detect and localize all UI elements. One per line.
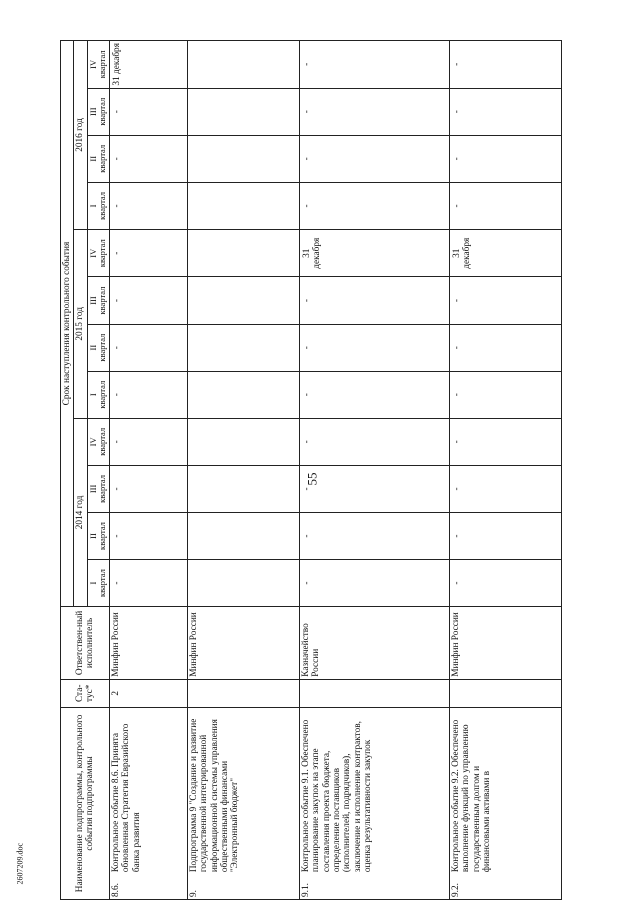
deadline-cell — [187, 41, 299, 89]
deadline-cell: - — [299, 88, 449, 135]
deadline-cell: - — [109, 88, 187, 135]
quarter-word: квартал — [97, 144, 108, 173]
deadline-cell: - — [299, 135, 449, 182]
deadline-cell: - — [109, 324, 187, 371]
control-events-table — [60, 40, 562, 900]
quarter-word: квартал — [97, 191, 108, 220]
deadline-cell: - — [109, 371, 187, 418]
quarter-number: II — [87, 533, 98, 539]
row-number: 9.2. — [449, 874, 561, 899]
quarter-number: III — [87, 484, 98, 494]
quarter-number: I — [87, 393, 98, 397]
header-quarter — [87, 182, 109, 229]
quarter-number: III — [87, 296, 98, 305]
header-quarter — [87, 465, 109, 512]
header-quarter — [87, 512, 109, 559]
status-cell: 2 — [109, 679, 187, 707]
deadline-cell — [187, 277, 299, 324]
table-row — [449, 41, 561, 900]
header-year: 2015 год — [74, 229, 87, 418]
header-quarter — [87, 229, 109, 277]
deadline-cell — [187, 560, 299, 607]
quarter-number: II — [87, 155, 98, 162]
deadline-cell — [187, 182, 299, 229]
deadline-cell: - — [109, 560, 187, 607]
header-quarter — [87, 88, 109, 135]
executor-cell: Казначейство России — [299, 607, 449, 680]
header-deadline: Срок наступления контрольного события — [61, 41, 74, 607]
deadline-cell: - — [109, 465, 187, 512]
quarter-word: квартал — [97, 97, 108, 126]
executor-cell: Минфин России — [109, 607, 187, 680]
quarter-number: II — [87, 344, 98, 351]
header-year: 2016 год — [74, 41, 87, 230]
deadline-cell: - — [449, 135, 561, 182]
table-row — [109, 41, 187, 900]
deadline-cell: - — [449, 371, 561, 418]
deadline-cell: - — [299, 560, 449, 607]
deadline-cell — [187, 512, 299, 559]
deadline-cell: - — [299, 182, 449, 229]
table-row — [187, 41, 299, 900]
quarter-word: квартал — [97, 522, 108, 550]
header-quarter — [87, 41, 109, 89]
deadline-cell — [187, 324, 299, 371]
status-cell — [187, 679, 299, 707]
deadline-cell — [187, 465, 299, 512]
executor-cell: Минфин России — [187, 607, 299, 680]
quarter-word: квартал — [97, 427, 108, 456]
header-quarter — [87, 324, 109, 371]
header-status: Ста-тус* — [61, 679, 110, 707]
deadline-cell: 31 декабря — [449, 229, 561, 277]
header-quarter — [87, 418, 109, 465]
row-number: 8.6. — [109, 874, 187, 899]
quarter-number: IV — [87, 437, 98, 447]
deadline-cell: - — [449, 560, 561, 607]
deadline-cell: - — [299, 277, 449, 324]
quarter-number: III — [87, 107, 98, 116]
event-name: Контрольное событие 9.2. Обеспечено выполнение функций по управлению государственным долгом и финансовыми активами в — [449, 707, 561, 874]
table-row — [299, 41, 449, 900]
quarter-word: квартал — [97, 380, 108, 409]
quarter-number: I — [87, 581, 98, 585]
header-executor: Ответствен-ный исполнитель — [61, 607, 110, 680]
deadline-cell: - — [299, 41, 449, 89]
deadline-cell: - — [449, 512, 561, 559]
quarter-word: квартал — [97, 474, 108, 503]
row-number: 9. — [187, 874, 299, 899]
deadline-cell: - — [299, 465, 449, 512]
quarter-number: I — [87, 204, 98, 208]
header-quarter — [87, 371, 109, 418]
deadline-cell — [187, 371, 299, 418]
deadline-cell: - — [449, 324, 561, 371]
deadline-cell: - — [109, 277, 187, 324]
executor-cell: Минфин России — [449, 607, 561, 680]
quarter-word: квартал — [97, 239, 108, 268]
deadline-cell: - — [449, 41, 561, 89]
deadline-cell — [187, 88, 299, 135]
deadline-cell: - — [299, 418, 449, 465]
row-number: 9.1. — [299, 874, 449, 899]
quarter-number: IV — [87, 59, 98, 69]
page-number: 55 — [304, 472, 320, 486]
deadline-cell: 31 декабря — [109, 41, 187, 89]
rotated-table-container — [60, 40, 630, 900]
deadline-cell: - — [449, 277, 561, 324]
deadline-cell: - — [299, 324, 449, 371]
deadline-cell: - — [449, 88, 561, 135]
deadline-cell: 31 декабря — [299, 229, 449, 277]
header-name: Наименование подпрограммы, контрольного события подпрограммы — [61, 707, 110, 899]
quarter-word: квартал — [97, 569, 108, 598]
status-cell — [449, 679, 561, 707]
event-name: Контрольное событие 8.6. Принята обновленная Стратегия Евразийского банка развития — [109, 707, 187, 874]
deadline-cell: - — [109, 182, 187, 229]
deadline-cell — [187, 229, 299, 277]
deadline-cell: - — [109, 229, 187, 277]
quarter-word: квартал — [97, 50, 108, 79]
deadline-cell: - — [299, 512, 449, 559]
deadline-cell: - — [449, 418, 561, 465]
header-year: 2014 год — [74, 418, 87, 606]
header-quarter — [87, 135, 109, 182]
quarter-number: IV — [87, 248, 98, 258]
header-quarter — [87, 560, 109, 607]
deadline-cell — [187, 418, 299, 465]
deadline-cell: - — [449, 182, 561, 229]
deadline-cell: - — [109, 418, 187, 465]
event-name: Контрольное событие 9.1. Обеспечено планирование закупок на этапе составления проекта бюджета, определение поставщиков (исполнителей, подрядчиков), заключение и исполнение контрактов, оценка результативности закупок — [299, 707, 449, 874]
event-name: Подпрограмма 9 "Создание и развитие государственной интегрированной информационной системы управления общественными финансами "Электронный бюджет" — [187, 707, 299, 874]
deadline-cell — [187, 135, 299, 182]
quarter-word: квартал — [97, 286, 108, 315]
deadline-cell: - — [449, 465, 561, 512]
deadline-cell: - — [109, 512, 187, 559]
quarter-word: квартал — [97, 333, 108, 362]
footer-filename: 2607209.doc — [15, 842, 25, 885]
deadline-cell: - — [299, 371, 449, 418]
header-quarter — [87, 277, 109, 324]
status-cell — [299, 679, 449, 707]
deadline-cell: - — [109, 135, 187, 182]
